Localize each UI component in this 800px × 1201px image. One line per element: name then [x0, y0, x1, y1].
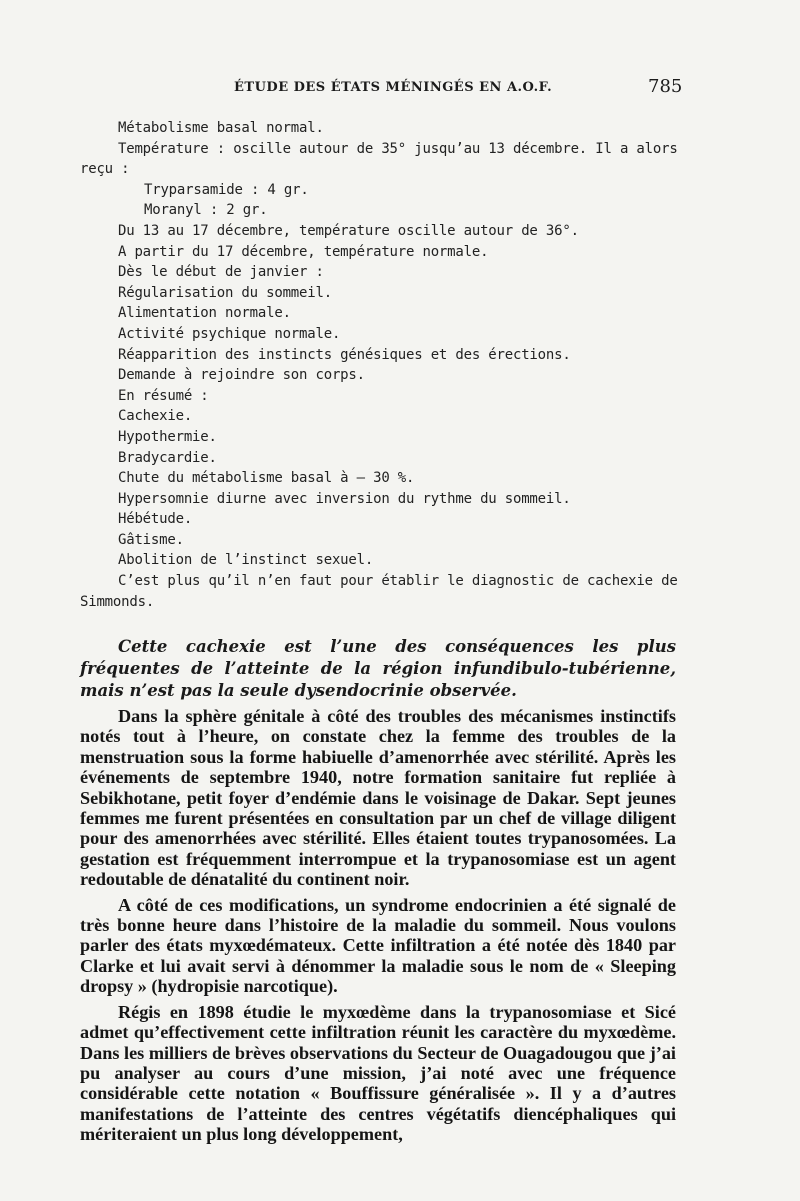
note-line: Tryparsamide : 4 gr. — [144, 181, 309, 198]
paragraph: Régis en 1898 étudie le myxœdème dans la trypanosomiase et Sicé admet qu’effectivement cette infiltration réunit les caractère du myxœdème. Dans les milliers de brèves observations du Secteur de Ouagadougou que j’ai pu analyser au cours d’une mission, j’ai noté avec une fréquence considérable cette notation « Bouffissure généralisée ». Il y a d’autres manifestations de l’atteinte des centres végétatifs diencéphaliques qui mériteraient un plus long développement, — [80, 1001, 676, 1145]
summary-item: Hypersomnie diurne avec inversion du rythme du sommeil. — [118, 490, 571, 507]
italic-paragraph: Cette cachexie est l’une des conséquences les plus fréquentes de l’atteinte de la région infundibulo-tubérienne, mais n’est pas la seule dysendocrinie observée. — [80, 637, 676, 700]
note-line: Température : oscille autour de 35° jusqu’au 13 décembre. Il a alors — [118, 140, 678, 157]
page-number: 785 — [648, 76, 683, 97]
conclusion-line: C’est plus qu’il n’en faut pour établir le diagnostic de cachexie de — [118, 573, 678, 590]
paragraph: A côté de ces modifications, un syndrome endocrinien a été signalé de très bonne heure dans l’histoire de la maladie du sommeil. Nous voulons parler des états myxœdémateux. Cette infiltration a été notée dès 1840 par Clarke et lui avait servi à dénommer la maladie sous le nom de « Sleeping dropsy » (hydropisie narcotique). — [80, 894, 676, 997]
note-line: Du 13 au 17 décembre, température oscille autour de 36°. — [118, 222, 579, 239]
note-line: Activité psychique normale. — [118, 325, 341, 342]
summary-item: Cachexie. — [118, 408, 193, 425]
clinical-notes — [80, 118, 680, 612]
note-line: Réapparition des instincts génésiques et des érections. — [118, 346, 571, 363]
conclusion-line: Simmonds. — [80, 593, 155, 610]
summary-item: Abolition de l’instinct sexuel. — [118, 552, 374, 569]
note-line: Alimentation normale. — [118, 305, 291, 322]
summary-title: En résumé : — [118, 387, 209, 404]
note-line: Demande à rejoindre son corps. — [118, 367, 365, 384]
running-title: ÉTUDE DES ÉTATS MÉNINGÉS EN A.O.F. — [234, 80, 553, 95]
note-line: Régularisation du sommeil. — [118, 284, 332, 301]
body-text — [80, 706, 676, 1150]
summary-item: Bradycardie. — [118, 449, 217, 466]
note-line: Dès le début de janvier : — [118, 264, 324, 281]
note-line: Métabolisme basal normal. — [118, 120, 324, 136]
note-line: Moranyl : 2 gr. — [144, 202, 268, 219]
summary-item: Gâtisme. — [118, 531, 184, 548]
note-line: A partir du 17 décembre, température normale. — [118, 243, 489, 260]
summary-item: Hébétude. — [118, 511, 193, 528]
paragraph: Dans la sphère génitale à côté des troubles des mécanismes instinctifs notés tout à l’heure, on constate chez la femme des troubles de la menstruation sous la forme habiuelle d’amenorrhée avec stérilité. Après les événements de septembre 1940, notre formation sanitaire fut repliée à Sebikhotane, petit foyer d’endémie dans le voisinage de Dakar. Sept jeunes femmes me furent présentées en consultation par un chef de village diligent pour des amenorrhées avec stérilité. Elles étaient toutes trypanosomées. La gestation est fréquemment interrompue et la trypanosomiase est un agent redoutable de dénatalité du continent noir. — [80, 706, 676, 890]
summary-item: Hypothermie. — [118, 428, 217, 445]
note-line: reçu : — [80, 161, 130, 178]
summary-item: Chute du métabolisme basal à — 30 %. — [118, 470, 415, 487]
